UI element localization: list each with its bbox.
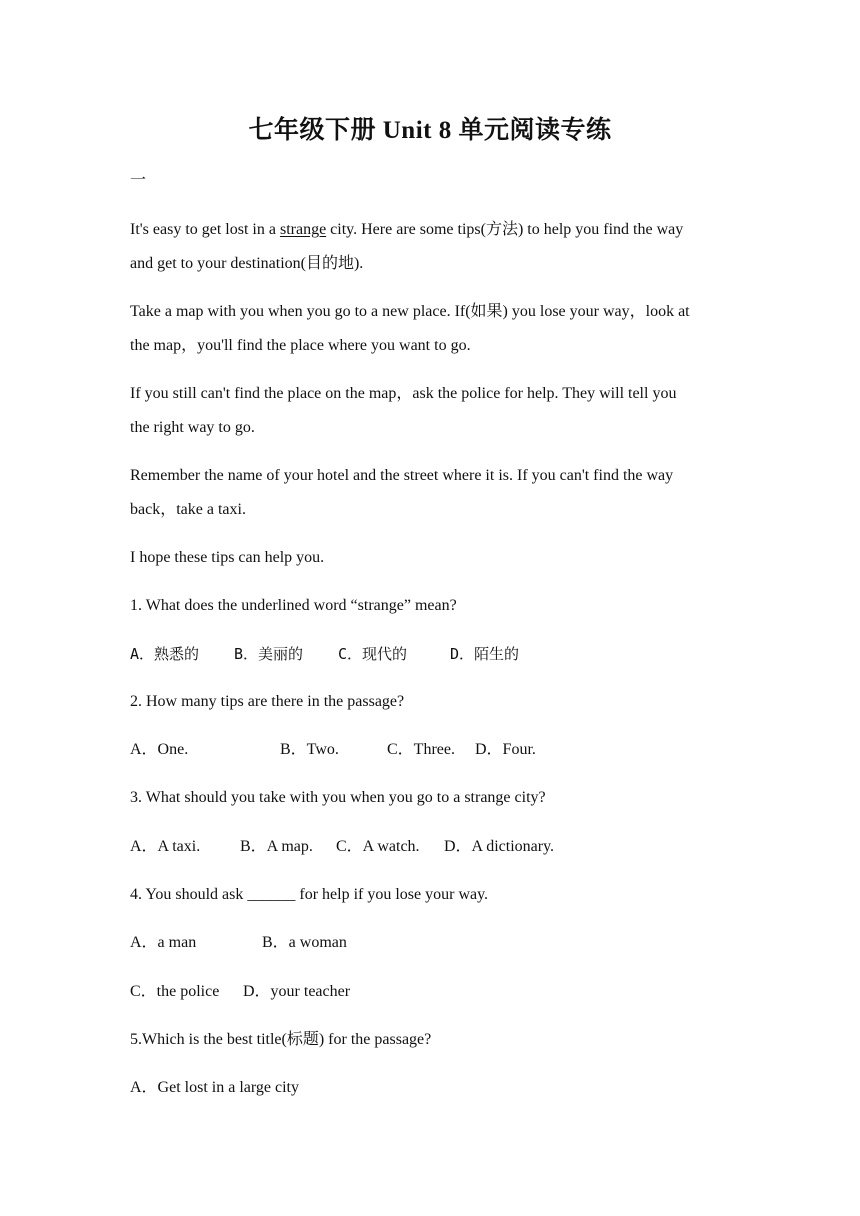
passage-text: It's easy to get lost in a [130,221,280,238]
question-3-stem: 3. What should you take with you when you go to a strange city? [130,789,546,806]
question-2-option-a: A．One. [130,741,189,758]
question-2-option-d: D．Four. [475,741,536,758]
question-4-option-c: C．the police [130,983,220,1000]
passage-paragraph-4-line-2: back，take a taxi. [130,501,246,518]
question-1-stem: 1. What does the underlined word “strange” mean? [130,597,457,614]
passage-paragraph-1-line-2: and get to your destination(目的地). [130,255,364,272]
passage-paragraph-4-line-1: Remember the name of your hotel and the street where it is. If you can't find the way [130,467,674,484]
question-1-option-c: C．现代的 [338,645,408,663]
underlined-word-strange: strange [279,221,327,238]
question-4-stem: 4. You should ask ______ for help if you lose your way. [130,886,489,903]
question-4-option-d: D．your teacher [243,983,351,1000]
question-3-option-c: C．A watch. [336,838,420,855]
passage-paragraph-1-line-1 [130,220,740,240]
question-2-option-c: C．Three. [387,741,455,758]
question-1-option-b: B．美丽的 [234,645,304,663]
question-3-option-d: D．A dictionary. [444,838,555,855]
question-1-option-a: A．熟悉的 [130,645,200,663]
question-3-option-a: A．A taxi. [130,838,201,855]
question-4-option-b: B．a woman [262,934,347,951]
question-2-option-b: B．Two. [280,741,339,758]
question-3-option-b: B．A map. [240,838,313,855]
section-marker: 一 [130,170,147,189]
question-5-option-a: A．Get lost in a large city [130,1079,300,1096]
question-2-stem: 2. How many tips are there in the passage? [130,693,405,710]
passage-text: city. Here are some tips(方法) to help you find the way [326,221,684,238]
question-1-option-d: D．陌生的 [450,645,520,663]
question-5-stem: 5.Which is the best title(标题) for the passage? [130,1031,432,1048]
passage-paragraph-3-line-2: the right way to go. [130,419,255,436]
question-4-option-a: A．a man [130,934,197,951]
passage-paragraph-2-line-1: Take a map with you when you go to a new place. If(如果) you lose your way，look at [130,303,690,320]
page-title: 七年级下册 Unit 8 单元阅读专练 [248,117,612,144]
passage-paragraph-3-line-1: If you still can't find the place on the map，ask the police for help. They will tell you [130,385,677,402]
passage-paragraph-5: I hope these tips can help you. [130,549,325,566]
passage-paragraph-2-line-2: the map，you'll find the place where you want to go. [130,337,471,354]
